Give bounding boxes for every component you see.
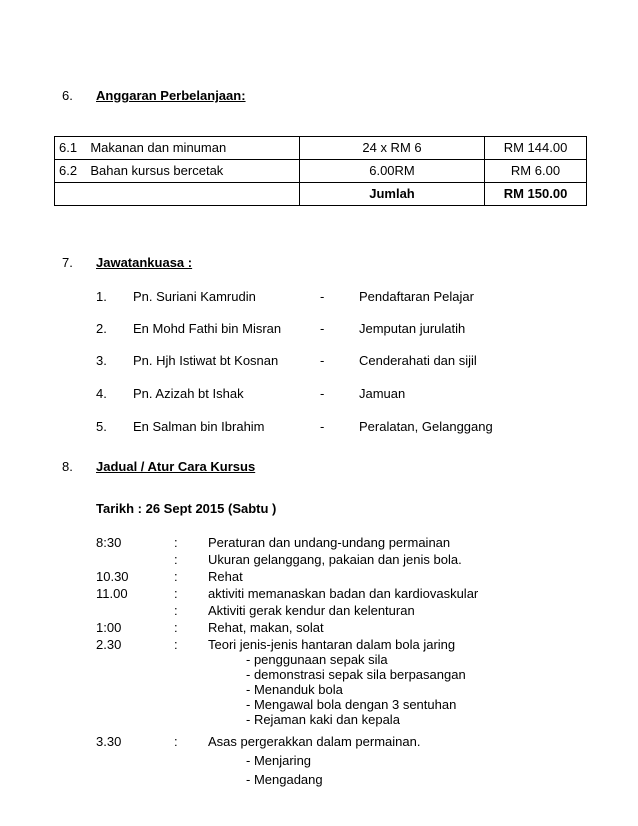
member-dash: -	[320, 321, 325, 336]
schedule-sub-item: - Rejaman kaki dan kepala	[246, 712, 400, 727]
member-name: En Salman bin Ibrahim	[133, 419, 265, 434]
budget-item-name: Bahan kursus bercetak	[90, 163, 224, 178]
schedule-colon: :	[174, 535, 178, 550]
section-8-title: Jadual / Atur Cara Kursus	[96, 459, 256, 474]
schedule-sub-item: - Mengadang	[246, 772, 323, 787]
schedule-colon: :	[174, 603, 178, 618]
schedule-activity: Ukuran gelanggang, pakaian dan jenis bola.	[208, 552, 462, 567]
section-7-number: 7.	[62, 255, 73, 270]
budget-empty-cell	[55, 183, 300, 206]
budget-item-cell	[55, 137, 300, 160]
schedule-activity: Aktiviti gerak kendur dan kelenturan	[208, 603, 415, 618]
schedule-activity: Peraturan dan undang-undang permainan	[208, 535, 451, 550]
budget-total-amount: RM 150.00	[485, 183, 587, 206]
member-role: Jemputan jurulatih	[359, 321, 466, 336]
section-7-title: Jawatankuasa :	[96, 255, 193, 270]
member-number: 2.	[96, 321, 107, 336]
table-row	[55, 160, 587, 183]
member-dash: -	[320, 289, 325, 304]
member-dash: -	[320, 353, 325, 368]
member-number: 3.	[96, 353, 107, 368]
member-role: Jamuan	[359, 386, 406, 401]
member-role: Cenderahati dan sijil	[359, 353, 477, 368]
schedule-activity: Teori jenis-jenis hantaran dalam bola jaring	[208, 637, 456, 652]
schedule-colon: :	[174, 620, 178, 635]
member-name: Pn. Hjh Istiwat bt Kosnan	[133, 353, 279, 368]
table-row	[55, 137, 587, 160]
schedule-time: 2.30	[96, 637, 122, 652]
section-8-number: 8.	[62, 459, 73, 474]
member-number: 1.	[96, 289, 107, 304]
schedule-sub-item: - Menanduk bola	[246, 682, 343, 697]
schedule-activity: Rehat	[208, 569, 243, 584]
schedule-time: 10.30	[96, 569, 129, 584]
schedule-sub-item: - demonstrasi sepak sila berpasangan	[246, 667, 466, 682]
budget-item-name: Makanan dan minuman	[90, 140, 227, 155]
schedule-colon: :	[174, 734, 178, 749]
schedule-sub-item: - Menjaring	[246, 753, 312, 768]
member-name: Pn. Suriani Kamrudin	[133, 289, 256, 304]
schedule-colon: :	[174, 569, 178, 584]
schedule-time: 11.00	[96, 586, 128, 601]
budget-item-number: 6.2	[59, 163, 78, 178]
section-6-title: Anggaran Perbelanjaan:	[96, 88, 246, 103]
member-role: Pendaftaran Pelajar	[359, 289, 474, 304]
member-number: 5.	[96, 419, 107, 434]
schedule-colon: :	[174, 637, 178, 652]
schedule-time: 8:30	[96, 535, 122, 550]
schedule-sub-item: - penggunaan sepak sila	[246, 652, 388, 667]
member-number: 4.	[96, 386, 107, 401]
schedule-sub-item: - Mengawal bola dengan 3 sentuhan	[246, 697, 457, 712]
schedule-time: 1:00	[96, 620, 122, 635]
schedule-colon: :	[174, 586, 178, 601]
schedule-activity: aktiviti memanaskan badan dan kardiovaskular	[208, 586, 479, 601]
budget-amount-cell: RM 144.00	[485, 137, 587, 160]
schedule-time: 3.30	[96, 734, 122, 749]
member-name: Pn. Azizah bt Ishak	[133, 386, 244, 401]
course-date: Tarikh : 26 Sept 2015 (Sabtu )	[96, 501, 277, 516]
budget-total-label: Jumlah	[300, 183, 485, 206]
schedule-activity: Rehat, makan, solat	[208, 620, 324, 635]
member-role: Peralatan, Gelanggang	[359, 419, 493, 434]
budget-table	[54, 136, 587, 206]
budget-calc-cell: 24 x RM 6	[300, 137, 485, 160]
budget-calc-cell: 6.00RM	[300, 160, 485, 183]
budget-item-number: 6.1	[59, 140, 78, 155]
table-row-total	[55, 183, 587, 206]
schedule-activity: Asas pergerakkan dalam permainan.	[208, 734, 421, 749]
member-dash: -	[320, 386, 325, 401]
member-name: En Mohd Fathi bin Misran	[133, 321, 282, 336]
schedule-colon: :	[174, 552, 178, 567]
member-dash: -	[320, 419, 325, 434]
budget-item-cell	[55, 160, 300, 183]
budget-amount-cell: RM 6.00	[485, 160, 587, 183]
section-6-number: 6.	[62, 88, 73, 103]
